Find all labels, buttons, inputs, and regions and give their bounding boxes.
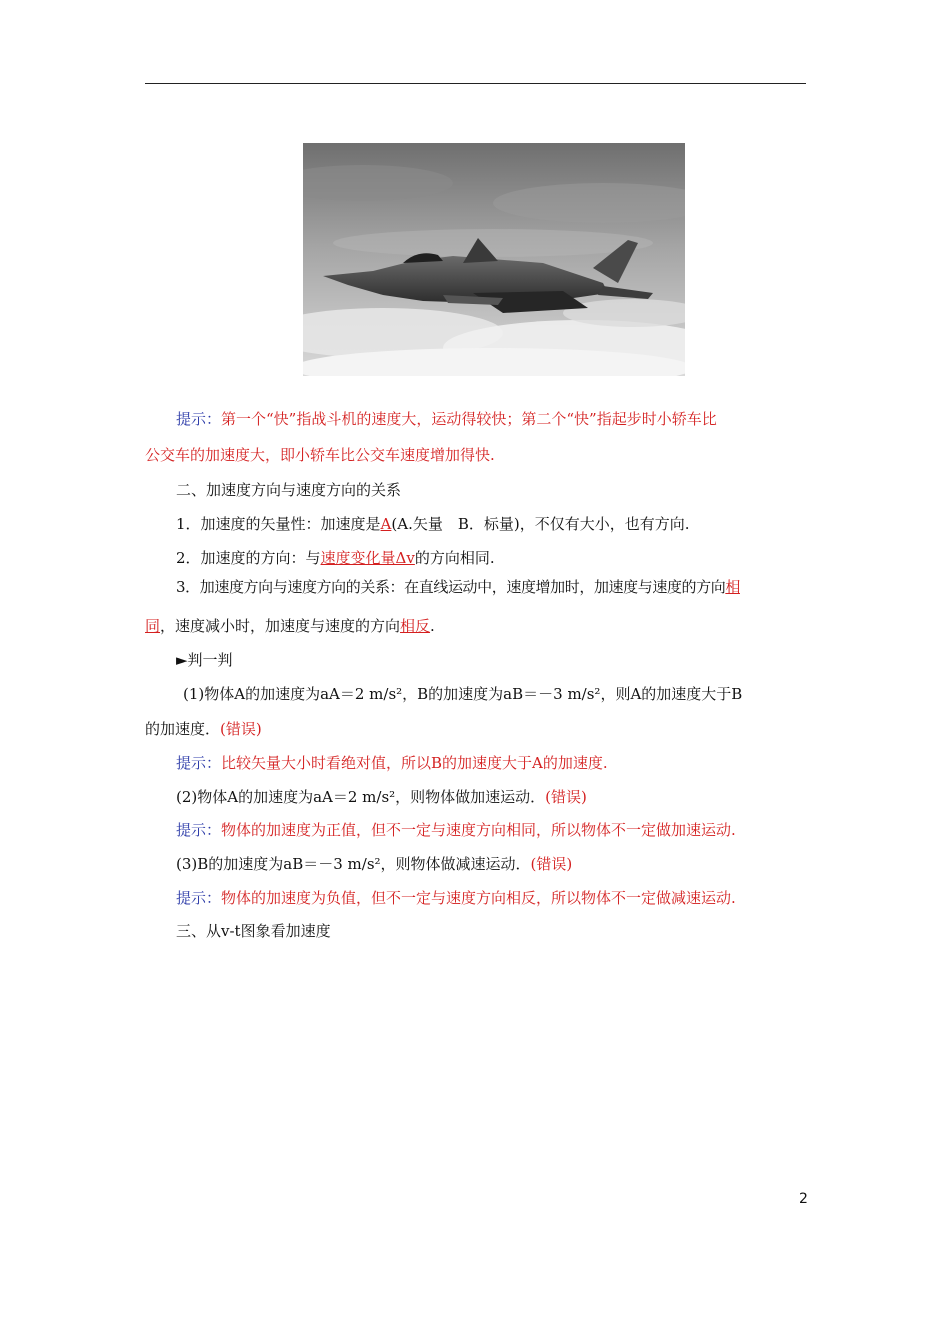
item-2-suffix: 的方向相同. [414, 549, 495, 567]
item-2-answer: 速度变化量Δv [320, 549, 415, 567]
q2-line [176, 787, 587, 807]
item-3-mid: ，速度减小时，加速度与速度的方向 [160, 617, 401, 635]
q1-hint-label: 提示： [176, 754, 222, 772]
item-2-prefix: 2．加速度的方向：与 [176, 549, 321, 567]
item-2 [176, 548, 495, 568]
header-rule [145, 83, 806, 84]
item-1 [176, 514, 690, 534]
page-number: 2 [799, 1191, 808, 1207]
q3-hint [176, 888, 736, 908]
item-3-prefix: 3．加速度方向与速度方向的关系：在直线运动中，速度增加时，加速度与速度的方向 [176, 578, 726, 596]
section-2-heading: 二、加速度方向与速度方向的关系 [176, 481, 402, 499]
item-3-answer-2: 相反 [400, 617, 431, 635]
item-3-answer-1a: 相 [725, 578, 740, 596]
q3-answer: (错误) [530, 855, 573, 873]
q2-hint-label: 提示： [176, 821, 222, 839]
item-3-line-1 [176, 577, 740, 597]
item-1-suffix: (A.矢量 B．标量)，不仅有大小，也有方向. [391, 515, 690, 533]
q2-hint [176, 820, 736, 840]
item-3-end: . [430, 617, 435, 635]
hint-line-2: 公交车的加速度大，即小轿车比公交车速度增加得快. [145, 446, 495, 464]
item-3-line-2 [145, 616, 435, 636]
q1-answer: (错误) [220, 720, 262, 738]
q3-text: (3)B的加速度为aB＝－3 m/s²，则物体做减速运动． [176, 855, 531, 873]
q1-hint-text: 比较矢量大小时看绝对值，所以B的加速度大于A的加速度. [221, 754, 608, 772]
q1-line-1: (1)物体A的加速度为aA＝2 m/s²，B的加速度为aB＝－3 m/s²，则A的加速度大于B [183, 685, 743, 703]
q2-hint-text: 物体的加速度为正值，但不一定与速度方向相同，所以物体不一定做加速运动. [221, 821, 736, 839]
item-1-answer: A [380, 515, 392, 533]
hint-label: 提示： [176, 410, 222, 428]
q1-hint [176, 753, 608, 773]
fighter-jet-photo [303, 143, 685, 376]
q2-text: (2)物体A的加速度为aA＝2 m/s²，则物体做加速运动． [176, 788, 546, 806]
q2-answer: (错误) [545, 788, 587, 806]
q3-line [176, 854, 572, 874]
q3-hint-label: 提示： [176, 889, 222, 907]
hint-line-1 [176, 409, 717, 429]
q3-hint-text: 物体的加速度为负值，但不一定与速度方向相反，所以物体不一定做减速运动. [221, 889, 736, 907]
section-3-heading: 三、从v-t图象看加速度 [176, 922, 331, 940]
judge-heading: ►判一判 [176, 651, 233, 669]
hint-text: 第一个“快”指战斗机的速度大，运动得较快；第二个“快”指起步时小轿车比 [221, 410, 717, 428]
item-1-prefix: 1．加速度的矢量性：加速度是 [176, 515, 381, 533]
q1-line-2-text: 的加速度． [145, 720, 221, 738]
item-3-answer-1b: 同 [145, 617, 161, 635]
q1-line-2 [145, 719, 262, 739]
